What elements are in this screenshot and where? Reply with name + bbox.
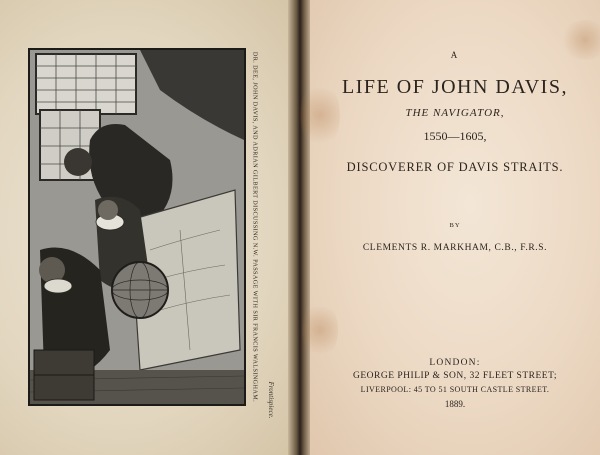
frontispiece-engraving: [28, 48, 246, 406]
title-article: A: [450, 50, 460, 60]
author-line: CLEMENTS R. MARKHAM, C.B., F.R.S.: [362, 243, 548, 253]
imprint-liverpool: LIVERPOOL: 45 TO 51 SOUTH CASTLE STREET.: [360, 385, 550, 394]
imprint-publisher: GEORGE PHILIP & SON, 32 FLEET STREET;: [352, 371, 558, 381]
frontispiece-label: [264, 370, 278, 430]
frontispiece-caption: [248, 48, 262, 406]
frontispiece-label-text: Frontispiece.: [267, 381, 275, 419]
title-page: [310, 0, 600, 455]
life-dates: 1550—1605,: [423, 129, 487, 143]
by-line: BY: [449, 222, 461, 229]
book-gutter: [288, 0, 312, 455]
imprint-city: LONDON:: [429, 358, 481, 368]
imprint-year: 1889.: [444, 399, 466, 409]
frontispiece-page: [0, 0, 298, 455]
book-title: LIFE OF JOHN DAVIS,: [342, 76, 568, 98]
book-subtitle: THE NAVIGATOR,: [405, 107, 505, 119]
discoverer-line: DISCOVERER OF DAVIS STRAITS.: [346, 160, 564, 174]
caption-text: DR. DEE, JOHN DAVIS, AND ADRIAN GILBERT DISCUSSING N.W. PASSAGE WITH SIR FRANCIS WALSINGHAM.: [251, 51, 259, 403]
